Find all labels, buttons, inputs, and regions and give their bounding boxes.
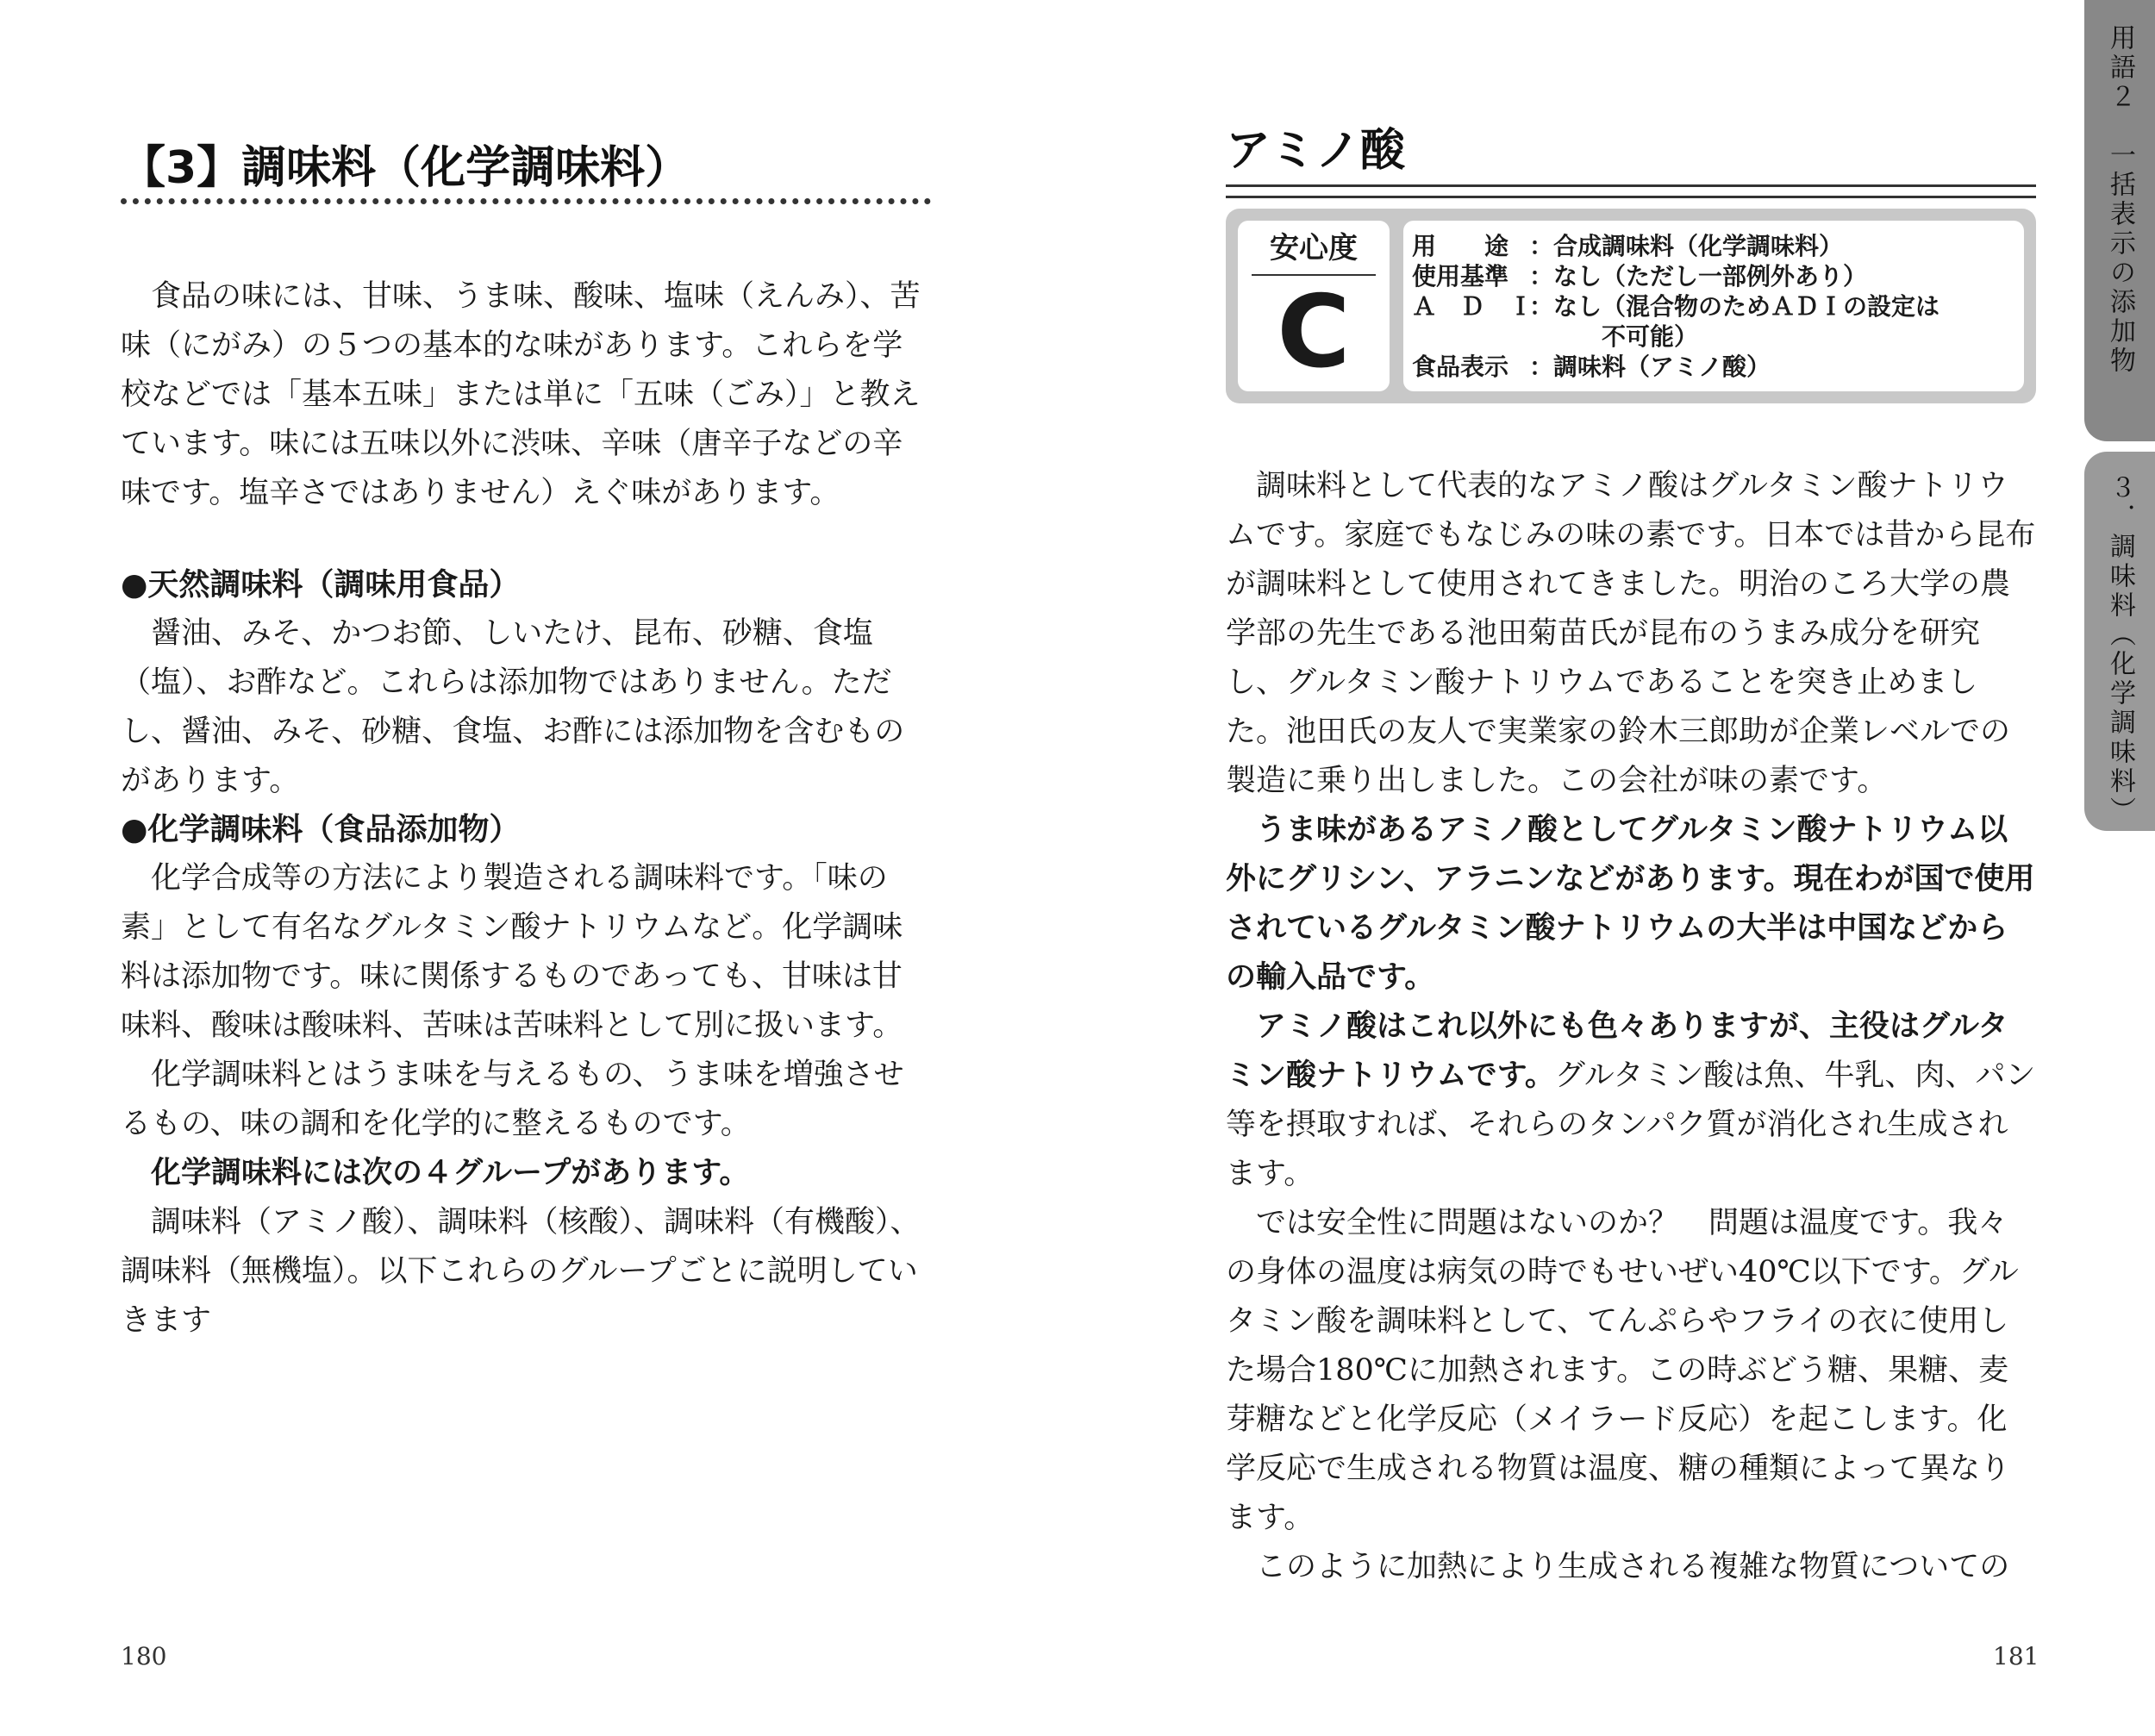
article-paragraph-4: では安全性に問題はないのか？ 問題は温度です。我々の身体の温度は病気の時でもせいぜい40℃以下です。グルタミン酸を調味料として、てんぷらやフライの衣に使用した場合180℃に加熱されます。この時ぶどう糖、果糖、麦芽糖などと化学反応（メイラード反応）を起こします。化学反応で生成される物質は温度、糖の種類によって異なります。 bbox=[1226, 1206, 2019, 1535]
detail-row-adi bbox=[1403, 291, 2024, 352]
page-number-left: 180 bbox=[121, 1642, 167, 1670]
chapter-tab-label: 用語２ 一括表示の添加物 bbox=[2105, 24, 2135, 376]
detail-row-label bbox=[1403, 352, 2024, 382]
detail-value-use: 合成調味料（化学調味料） bbox=[1553, 232, 1844, 260]
additive-details-panel bbox=[1403, 221, 2024, 391]
safety-rating-grade: C bbox=[1277, 274, 1351, 390]
natural-seasoning-text: 醤油、みそ、かつお節、しいたけ、昆布、砂糖、食塩（塩）、お酢など。これらは添加物ではありません。ただし、醤油、みそ、砂糖、食塩、お酢には添加物を含むものがあります。 bbox=[121, 616, 905, 798]
article-paragraph-1: 調味料として代表的なアミノ酸はグルタミン酸ナトリウムです。家庭でもなじみの味の素です。日本では昔から昆布が調味料として使用されてきました。明治のころ大学の農学部の先生である池田菊苗氏が昆布のうまみ成分を研究し、グルタミン酸ナトリウムであることを突き止めました。池田氏の友人で実業家の鈴木三郎助が企業レベルでの製造に乗り出しました。この会社が味の素です。 bbox=[1226, 469, 2036, 798]
detail-separator: ： bbox=[1529, 232, 1554, 260]
detail-label-adi: Ａ Ｄ Ｉ bbox=[1412, 292, 1533, 321]
chemical-seasoning-p4: 調味料（アミノ酸）、調味料（核酸）、調味料（有機酸）、調味料（無機塩）。以下これらのグループごとに説明していきます bbox=[121, 1205, 921, 1338]
article-paragraph-2: うま味があるアミノ酸としてグルタミン酸ナトリウム以外にグリシン、アラニンなどがあります。現在わが国で使用されているグルタミン酸ナトリウムの大半は中国などからの輸入品です。 bbox=[1226, 813, 2035, 995]
chemical-seasoning-heading: ●化学調味料（食品添加物） bbox=[121, 812, 521, 847]
intro-paragraph: 食品の味には、甘味、うま味、酸味、塩味（えんみ）、苦味（にがみ）の５つの基本的な味があります。これらを学校などでは「基本五味」または単に「五味（ごみ）」と教えています。味には五味以外に渋味、辛味（唐辛子などの辛味です。塩辛さではありません）えぐ味があります。 bbox=[121, 279, 921, 510]
dotted-divider bbox=[121, 198, 931, 204]
detail-value-adi-line1: なし（混合物のためＡＤＩの設定は bbox=[1553, 292, 1940, 321]
detail-label-food-label: 食品表示 bbox=[1412, 353, 1509, 381]
article-paragraph-3-rest: グルタミン酸は魚、牛乳、肉、パン等を摂取すれば、それらのタンパク質が消化され生成されます。 bbox=[1226, 1058, 2036, 1191]
detail-value-adi-line2: 不可能） bbox=[1602, 322, 1699, 351]
article-paragraph-3 bbox=[1226, 1002, 2036, 1199]
detail-value-standard: なし（ただし一部例外あり） bbox=[1553, 262, 1868, 290]
detail-value-adi bbox=[1553, 291, 2024, 352]
page-number-right: 181 bbox=[1993, 1642, 2039, 1670]
detail-label-use: 用 途 bbox=[1412, 232, 1509, 260]
natural-seasoning-block bbox=[121, 560, 931, 806]
chemical-groups-note: 化学調味料には次の４グループがあります。 bbox=[151, 1156, 750, 1190]
article-title: アミノ酸 bbox=[1226, 125, 1406, 177]
natural-seasoning-heading: ●天然調味料（調味用食品） bbox=[121, 567, 521, 603]
additive-info-box bbox=[1226, 209, 2036, 403]
article-paragraph-3-bold: アミノ酸はこれ以外にも色々ありますが、主役はグルタミン酸ナトリウムです。 bbox=[1226, 1009, 2008, 1093]
section-tab-label: ３．調味料（化学調味料） bbox=[2105, 474, 2135, 826]
intro-block bbox=[121, 272, 931, 518]
safety-rating-label: 安心度 bbox=[1270, 231, 1358, 265]
safety-rating-panel bbox=[1238, 221, 1390, 391]
right-page bbox=[1078, 0, 2155, 1736]
chemical-seasoning-block bbox=[121, 805, 931, 1346]
chapter-tab[interactable] bbox=[2084, 0, 2155, 441]
title-double-rule bbox=[1226, 184, 2036, 198]
article-body bbox=[1226, 462, 2036, 1592]
chemical-seasoning-p2: 化学調味料とはうま味を与えるもの、うま味を増強させるもの、味の調和を化学的に整えるものです。 bbox=[121, 1058, 904, 1141]
detail-separator: ： bbox=[1529, 292, 1554, 321]
detail-row-standard bbox=[1403, 261, 2024, 291]
section-title: 【3】調味料（化学調味料） bbox=[121, 142, 690, 194]
article-paragraph-5: このように加熱により生成される複雑な物質についての bbox=[1256, 1550, 2010, 1584]
detail-separator: ： bbox=[1529, 353, 1554, 381]
chemical-seasoning-p1: 化学合成等の方法により製造される調味料です。「味の素」として有名なグルタミン酸ナトリウムなど。化学調味料は添加物です。味に関係するものであっても、甘味は甘味料、酸味は酸味料、苦味は苦味料として別に扱います。 bbox=[121, 861, 903, 1043]
detail-row-use bbox=[1403, 231, 2024, 261]
detail-separator: ： bbox=[1529, 262, 1554, 290]
detail-value-food-label: 調味料（アミノ酸） bbox=[1553, 353, 1771, 381]
detail-label-standard: 使用基準 bbox=[1412, 262, 1509, 290]
section-tab[interactable] bbox=[2084, 452, 2155, 831]
